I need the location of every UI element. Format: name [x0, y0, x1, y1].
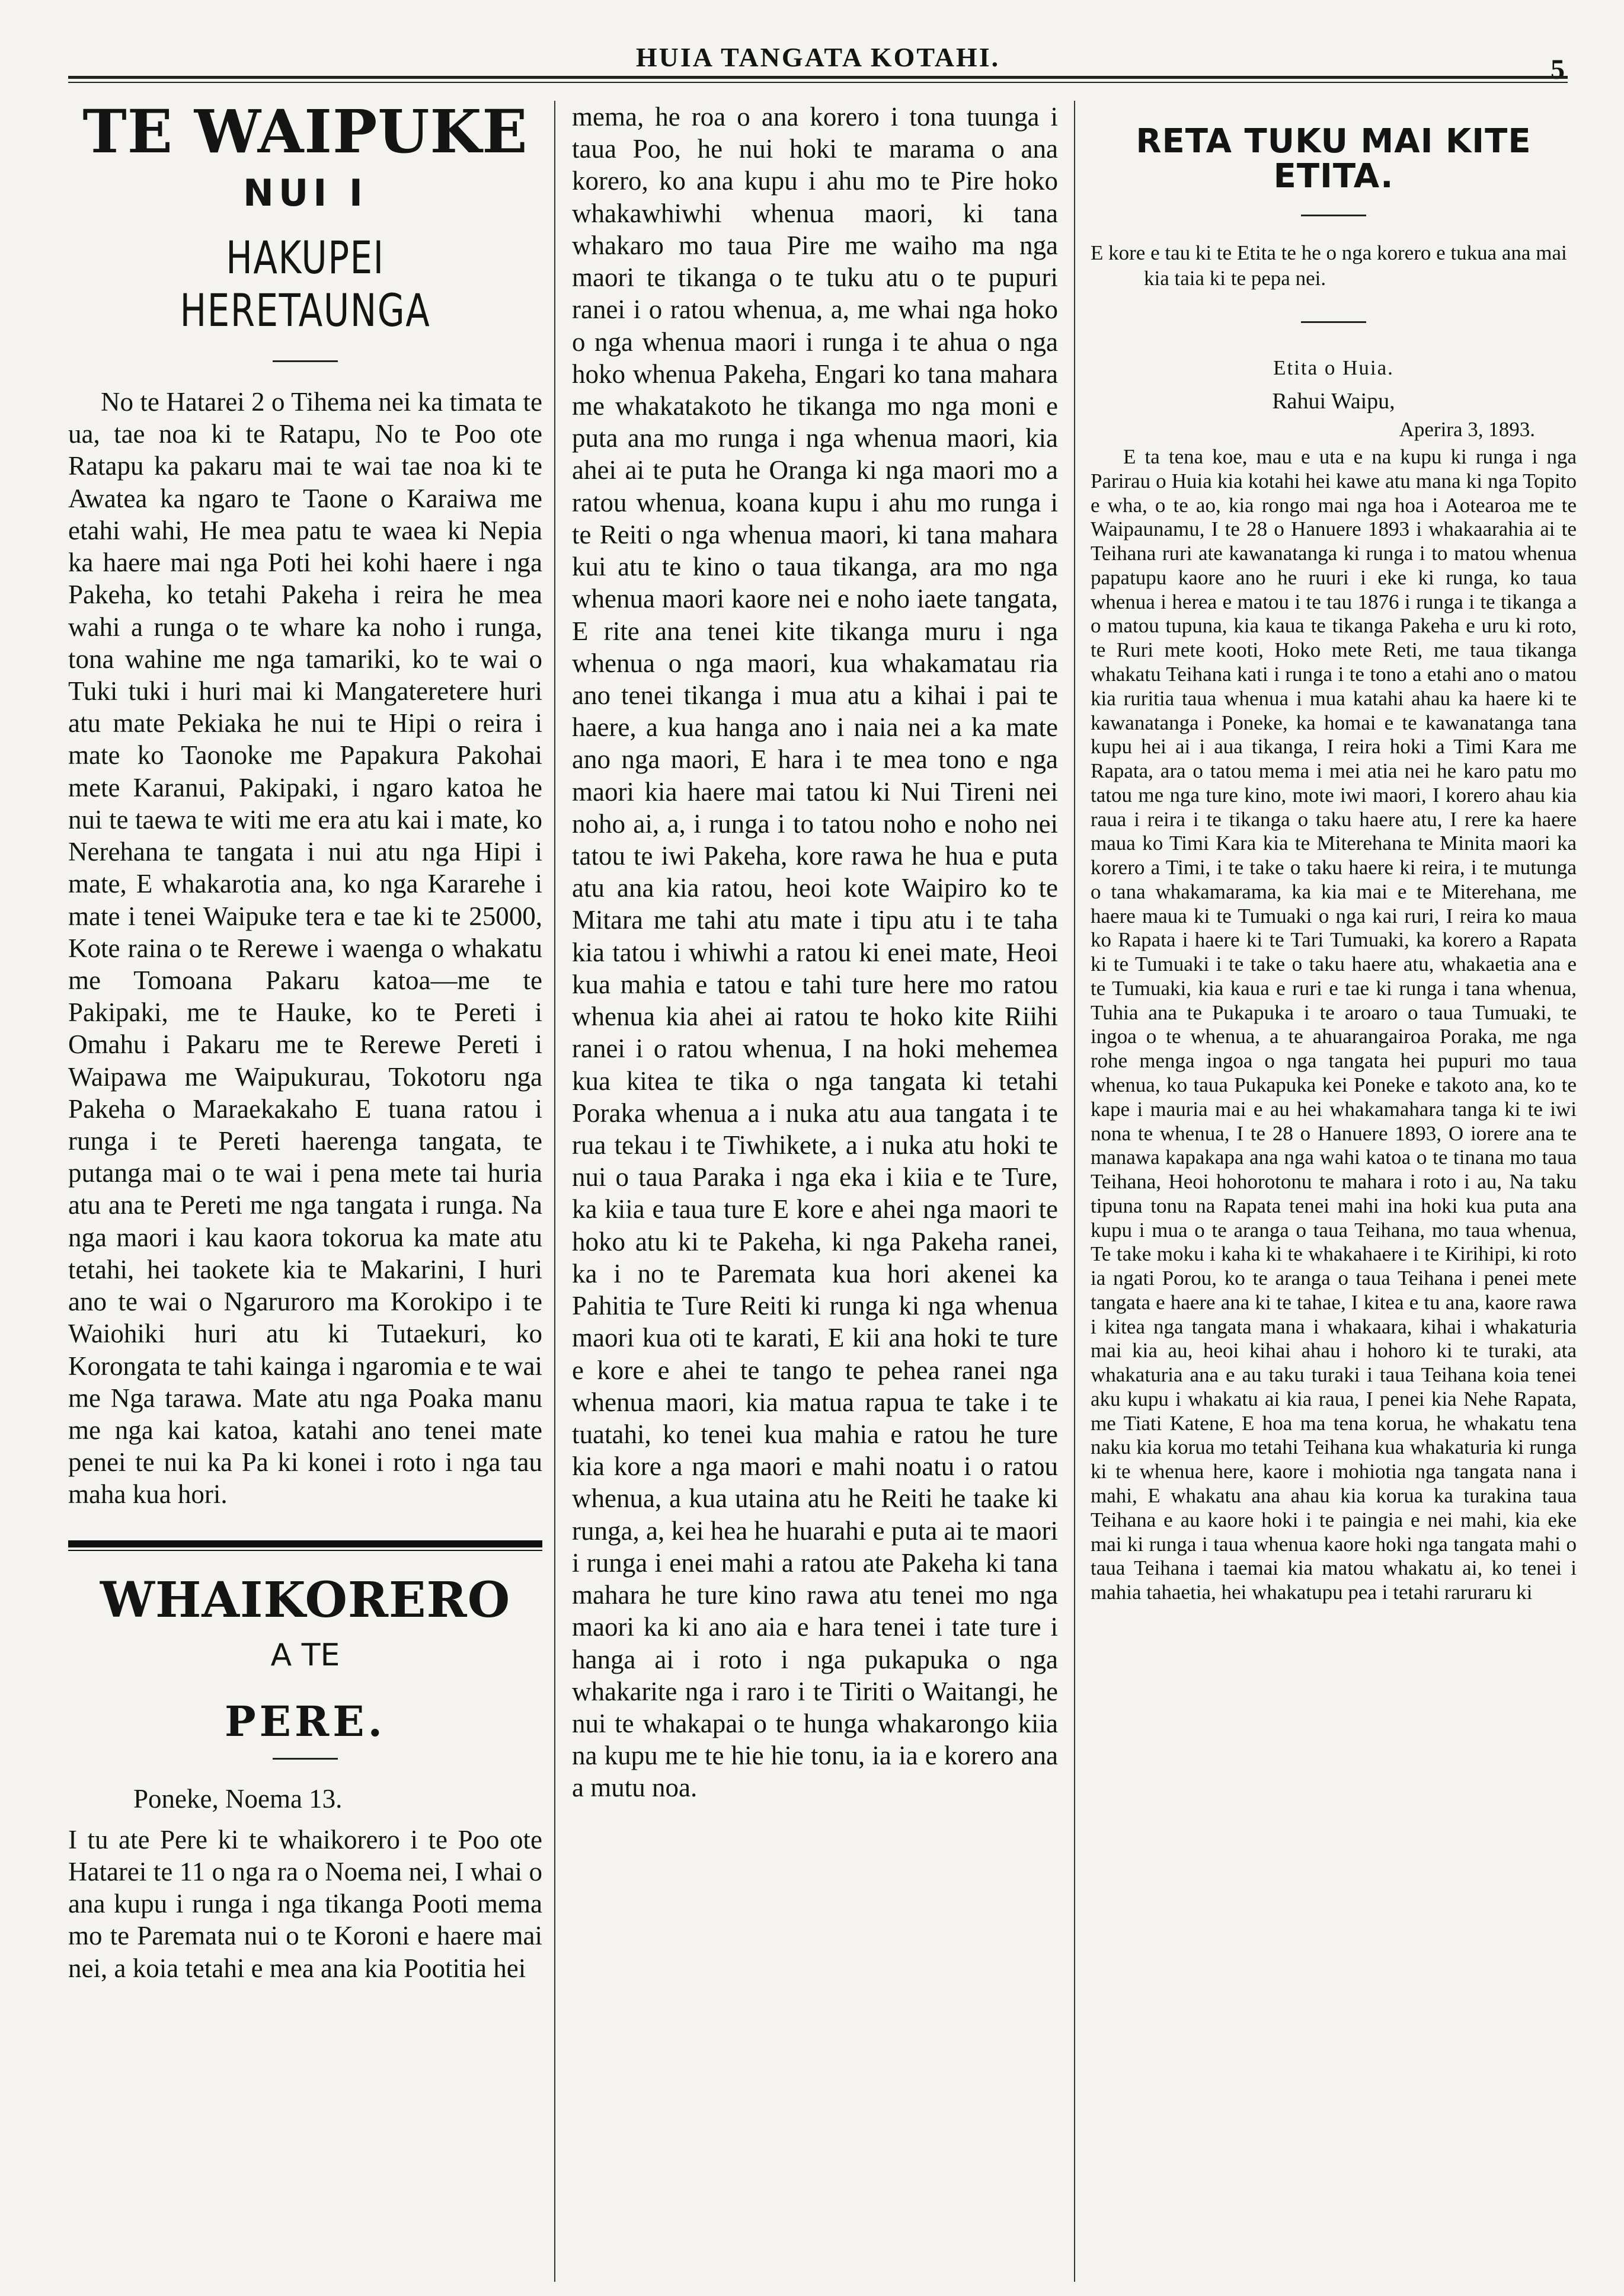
article-subtitle-2: PERE. [225, 1696, 386, 1746]
section-rule [68, 1540, 542, 1547]
page-number: 5 [1551, 54, 1565, 85]
letter-place: Rahui Waipu, [1272, 389, 1395, 414]
article-speech [68, 1571, 542, 1984]
article-subtitle: A TE [270, 1637, 340, 1673]
divider [1301, 321, 1366, 323]
letter-body: E ta tena koe, mau e uta e na kupu ki runga i nga Parirau o Huia kia kotahi hei kawe atu mana ki nga Topito e wha, o te ao, kia rongo mai nga hoa i Aotearoa me te Waipaunamu, I te 28 o Hanuere 1893 i whakaarahia ai te Teihana ruri ate kawanatanga ki runga i to matou whenua papatupu kaore ano he ruuri i eke ki runga, ko taua whenua i herea e matou i te tau 1876 i runga i te tikanga a o matou tupuna, kia kaua te tikanga Pakeha e uru ki roto, te Ruri mete kooti, Hoko mete Reti, me taua tikanga whakatu Teihana kati i runga i te tono a etahi ano o matou kia ruritia taua whenua i mua katahi ahau ka haere ki te kawanatanga i Poneke, ka homai e te kawanatanga tana kupu hei ai i aua tikanga, I reira hoki a Timi Kara me Rapata, ara o tatou mema i mei atia nei he karo patu mo tatou me nga ture kino, mote iwi maori, I korero ahau kia raua i reira i te tikanga o taku haere atu, I rere ka haere maua ko Timi Kara kia te Miterehana te Minita maori ka korero a Timi, i te take o taku haere ki reira, i te mutunga o tana whakamarama, ka kia mai e te Miterehana, me haere maua ki te Tumuaki o nga kai ruri, I reira ko maua ko Rapata i haere ki te Tari Tumuaki, ka korero a Rapata ki te Tumuaki i te take o taku haere atu, whakaetia ana e te Tumuaki, kia kaua e ruri e tae ki runga i tana whenua, Tuhia ana te Pukapuka i te aroaro o taua Tumuaki, te ingoa o te whenua, a te ahuarangairoa Poraka, me nga rohe menga ingoa o nga tangata hei pupuri mo taua whenua, ko taua Pukapuka kei Poneke e takoto ana, ko te kape i mauria mai e au hei whakamahara tanga ki te iwi nona te whenua, I te 28 o Hanuere 1893, O iorere ana te manawa kapakapa ana nga wahi katoa o te tinana mo taua Teihana, Heoi hohorotonu te mahara i roto i au, Na taku tipuna tonu na Rapata tenei mahi ina hoki kua puta ana kupu i mua o te aranga o taua Teihana, mo taua whenua, Te take moku i kaha ki te whakahaere i te Kirihipi, ki roto ia ngati Porou, ko te aranga o taua Teihana i penei mete tangata e haere ana ki te tahae, I kitea e tu ana, kaore rawa i kitea nga tangata mana i whakaara, kihai i whakaturia mai kia au, heoi kihai ahau i hohoro ki te turaki, ata whakaturia ana e au taku turaki i taua Teihana koia tenei aku kupu i whakatu ai kia raua, I penei kia Nehe Rapata, me Tiati Katene, E hoa ma tena korua, he whakatu tena naku kia korua mo tetahi Teihana kua whakaturia ki runga ki te whenua here, kaore i mohiotia nga tangata nana i mahi, E whakatu ana ahau kia korua ka turakina taua Teihana e au kaore hoki i te paingia e nei mahi, kia eke mai ki runga i taua whenua kaore hoki nga tangata mahi o taua Teihana i taemai kia matou whakatu ai, ko tenei i mahia tahaetia, hei whakatupu pea i tetahi raruraru ki [1091, 445, 1577, 1604]
article-subtitle-2: HAKUPEI HERETAUNGA [180, 231, 431, 337]
article-subtitle: NUI I [243, 171, 367, 215]
column-3 [1091, 101, 1577, 2282]
article-title-line-2: ETITA. [1273, 156, 1394, 196]
article-title-line-1: RETA TUKU MAI KITE [1136, 122, 1532, 161]
article-title: WHAIKORERO [100, 1571, 511, 1629]
divider [273, 1758, 338, 1760]
header-rule-thin [68, 82, 1568, 83]
divider [273, 360, 338, 362]
divider [1301, 215, 1366, 216]
article-title: TE WAIPUKE [82, 101, 528, 167]
article-flood [68, 101, 542, 1511]
article-body: I tu ate Pere ki te whaikorero i te Poo ote Hatarei te 11 o nga ra o Noema nei, I whai o ana kupu i runga i nga tikanga Pooti mema mo te Paremata nui o te Koroni e haere mai nei, a koia tetahi e mea ana kia Pootitia hei [68, 1824, 542, 1983]
column-divider [554, 101, 555, 2282]
column-2 [572, 101, 1058, 2282]
dateline: Poneke, Noema 13. [133, 1783, 343, 1814]
editor-note: E kore e tau ki te Etita te he o nga korero e tukua ana mai kia taia ki te pepa nei. [1091, 241, 1567, 290]
column-divider [1074, 101, 1075, 2282]
article-body-continued: mema, he roa o ana korero i tona tuunga i taua Poo, he nui hoki te marama o ana korero, ko ana kupu i ahu mo te Pire hoko whakawhiwhi whenua maori, ki tana whakaro mo taua Pire me waiho ma nga maori te tikanga o te tuku atu o te pupuri ranei i o ratou whenua, a, me whai nga hoko o nga whenua maori i runga i te ahua o nga hoko whenua Pakeha, Engari ko tana mahara me whakatakoto he tikanga mo nga moni e puta ana mo runga i nga whenua maori, kia ahei ai te puta he Oranga ki nga maori mo a ratou whenua, koana kupu i ahu mo runga i te Reiti o nga whenua maori, ki tana mahara kui atu te kino o taua tikanga, ara mo nga whenua maori kaore nei e noho iaete tangata, E rite ana tenei kite tikanga muru i nga whenua o nga maori, kua whakamatau ria ano tenei tikanga i mua atu a kihai i pai te haere, a kua hanga ano i naia nei a ka mate ano nga maori, E hara i te mea tono e nga maori kia haere mai tatou ki Nui Tireni nei noho ai, a, i runga i to tatou noho e noho nei tatou te iwi Pakeha, kore rawa he hua e puta atu ana kia ratou, heoi kote Waipiro ko te Mitara me tahi atu mate i tipu atu i te taha kia tatou i whiwhi a ratou ki enei mate, Heoi kua mahia e tatou e tahi ture here mo ratou whenua kia ahei ai ratou te hoko kite Riihi ranei i o ratou whenua, I na hoki mehemea kua kitea te tika o nga tangata ki tetahi Poraka whenua a i nuka atu aua tangata i te rua tekau i te Tiwhikete, a i nuka atu hoki te nui o taua Paraka i nga eka i kiia e te Ture, ka kiia e taua ture E kore e ahei nga maori te hoko atu ki te Pakeha, ki nga Pakeha ranei, ka i no te Paremata kua hori akenei ka Pahitia te Ture Reiti ki runga ki nga whenua maori kua oti te karati, E kii ana hoki te ture e kore e ahei te tango te pehea ranei nga whenua maori, kia matua rapua te take i te tuatahi, ko tenei kua mahia e ratou he ture kia kore a nga maori e mahi noatu i o ratou whenua, a kua utaina atu he Reiti he taake ki runga, a, kei hea he huarahi e puta ai te maori i runga i enei mahi a ratou ate Pakeha ki tana mahara he ture kino rawa atu tenei mo nga maori ka ki ano aia e hara tenei i tate ture i hanga ai i roto i nga pukapuka o nga whakarite nga i raro i te Tiriti o Waitangi, he nui te whakapai o te hunga whakarongo kiia na kupu me te hie hie tonu, ia ia e korero ana a mutu noa. [572, 102, 1058, 1803]
letter-date: Aperira 3, 1893. [1399, 418, 1535, 442]
section-rule-thin [68, 1550, 542, 1551]
article-title [1091, 124, 1577, 194]
running-title: HUIA TANGATA KOTAHI. [635, 42, 1000, 72]
article-body: No te Hatarei 2 o Tihema nei ka timata te ua, tae noa ki te Ratapu, No te Poo ote Ratapu ka pakaru mai te wai tae noa ki te Awatea ka ngaro te Taone o Karaiwa me etahi wahi, He mea patu te waea ki Nepia ka haere mai nga Poti hei kohi haere i nga Pakeha, ko tetahi Pakeha i reira he mea wahi a runga o te whare ka noho i runga, tona wahine me nga tamariki, ko te wai o Tuki tuki i huri mai ki Mangateretere huri atu mate Pekiaka he nui te Hipi o reira i mate ko Taonoke me Papakura Pakohai mete Karanui, Pakipaki, i ngaro katoa he nui te taewa te witi me era atu kai i mate, ko Nerehana te tangata i nui atu nga Hipi i mate, E whakarotia ana, ko nga Kararehe i mate i tenei Waipuke tera e tae ki te 25000, Kote raina o te Rerewe i waenga o whakatu me Tomoana Pakaru katoa—me te Pakipaki, me te Hauke, ko te Pereti i Omahu i Pakaru me te Rerewe Pereti i Waipawa me Waipukurau, Tokotoru nga Pakeha o Maraekakaho E tuana ratou i runga i te Pereti haerenga tangata, te putanga mai o te wai i pena mete tai huria atu ana te Pereti me nga tangata i runga. Na nga maori i kau kaora tokorua ka mate atu tetahi, hei taokete kia te Makarini, I huri ano te wai o Ngaruroro ma Korokipo i te Waiohiki huri atu ki Tutaekuri, ko Korongata te tahi kainga i ngaromia e te wai me Nga tarawa. Mate atu nga Poaka manu me nga kai katoa, katahi ano tenei mate penei te nui ka Pa ki konei i roto i nga tau maha kua hori. [68, 387, 542, 1510]
header-rule [68, 76, 1568, 79]
column-1 [68, 101, 542, 2282]
letter-salutation: Etita o Huia. [1273, 356, 1394, 380]
